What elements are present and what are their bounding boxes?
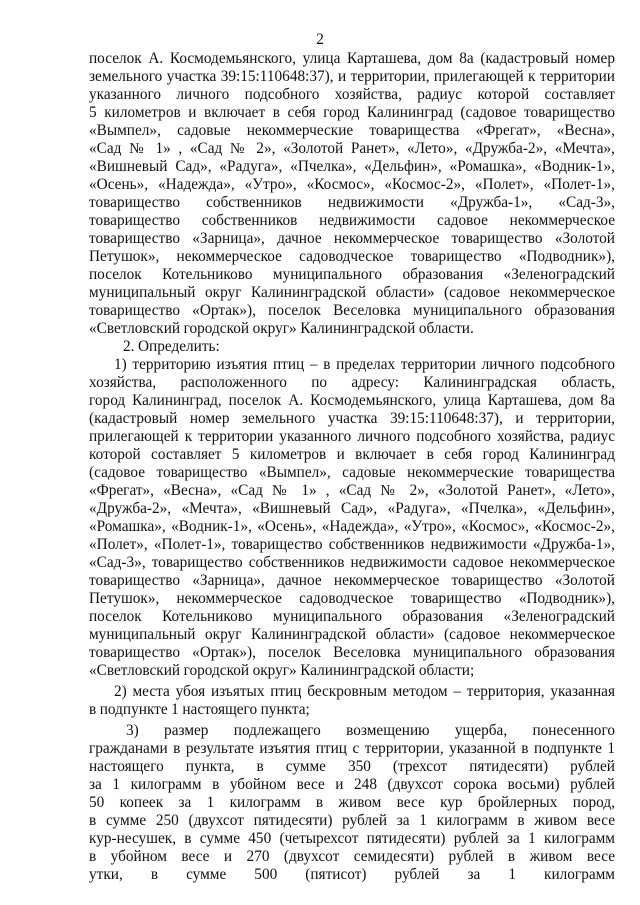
list-item-3 bbox=[89, 722, 615, 884]
text-line: (садовое товарищество «Вымпел», садовые некоммерческие товарищества bbox=[89, 464, 615, 481]
text-line: 2. Определить: bbox=[123, 338, 220, 355]
text-line: хозяйства, расположенного по адресу: Калининградская область, bbox=[89, 374, 615, 391]
text-line: которой составляет 5 километров и включает в себя город Калининград bbox=[89, 446, 615, 463]
paragraph-continuation bbox=[89, 50, 615, 338]
page-number: 2 bbox=[316, 31, 324, 48]
text-line: 50 копеек за 1 килограмм в живом весе кур бройлерных пород, bbox=[89, 794, 615, 811]
text-line: Петушок», некоммерческое садоводческое товарищество «Подводник»), bbox=[89, 248, 615, 265]
text-line: настоящего пункта, в сумме 350 (трехсот пятидесяти) рублей bbox=[89, 758, 615, 775]
text-line: товарищество «Ортак»), поселок Веселовка муниципального образования bbox=[89, 302, 615, 319]
text-line: «Сад № 1» , «Сад № 2», «Золотой Ранет», «Лето», «Дружба-2», «Мечта», bbox=[89, 140, 615, 157]
text-line: «Сад-3», товарищество собственников недвижимости садовое некоммерческое bbox=[89, 554, 615, 571]
text-line: утки, в сумме 500 (пятисот) рублей за 1 килограмм bbox=[89, 866, 615, 883]
text-line: в убойном весе и 270 (двухсот семидесяти) рублей в живом весе bbox=[89, 848, 615, 865]
text-line: 1) территорию изъятия птиц – в пределах территории личного подсобного bbox=[114, 356, 615, 373]
text-line: кур-несушек, в сумме 450 (четырехсот пятидесяти) рублей за 1 килограмм bbox=[89, 830, 615, 847]
text-line: «Вымпел», садовые некоммерческие товарищества «Фрегат», «Весна», bbox=[89, 122, 615, 139]
text-line: товарищество собственников недвижимости садовое некоммерческое bbox=[89, 212, 615, 229]
text-line: товарищество «Зарница», дачное некоммерческое товарищество «Золотой bbox=[89, 230, 615, 247]
text-line: «Вишневый Сад», «Радуга», «Пчелка», «Дельфин», «Ромашка», «Водник-1», bbox=[89, 158, 615, 175]
text-line: указанного личного подсобного хозяйства, радиус которой составляет bbox=[89, 86, 615, 103]
text-line: поселок Котельниково муниципального образования «Зеленоградский bbox=[89, 608, 615, 625]
text-line: «Светловский городской округ» Калининградской области. bbox=[89, 320, 474, 337]
document-body bbox=[89, 50, 615, 884]
text-line: поселок А. Космодемьянского, улица Карташева, дом 8а (кадастровый номер bbox=[89, 50, 615, 67]
text-line: за 1 килограмм в убойном весе и 248 (двухсот сорока восьми) рублей bbox=[89, 776, 615, 793]
text-line: поселок Котельниково муниципального образования «Зеленоградский bbox=[89, 266, 615, 283]
text-line: муниципальный округ Калининградской области» (садовое некоммерческое bbox=[89, 626, 615, 643]
text-line: земельного участка 39:15:110648:37), и территории, прилегающей к территории bbox=[89, 68, 615, 85]
text-line: в сумме 250 (двухсот пятидесяти) рублей за 1 килограмм в живом весе bbox=[89, 812, 615, 829]
text-line: товарищество «Зарница», дачное некоммерческое товарищество «Золотой bbox=[89, 572, 615, 589]
section-heading-2 bbox=[89, 338, 615, 356]
list-item-1 bbox=[89, 356, 615, 680]
text-line: 3) размер подлежащего возмещению ущерба, понесенного bbox=[126, 722, 615, 739]
text-line: Петушок», некоммерческое садоводческое товарищество «Подводник»), bbox=[89, 590, 615, 607]
text-line: муниципальный округ Калининградской области» (садовое некоммерческое bbox=[89, 284, 615, 301]
text-line: (кадастровый номер земельного участка 39:15:110648:37), и территории, bbox=[89, 410, 615, 427]
text-line: гражданами в результате изъятия птиц с территории, указанной в подпункте 1 bbox=[89, 740, 615, 757]
text-line: прилегающей к территории указанного личного подсобного хозяйства, радиус bbox=[89, 428, 615, 445]
text-line: 2) места убоя изъятых птиц бескровным методом – территория, указанная bbox=[114, 683, 615, 700]
text-line: 5 километров и включает в себя город Калининград (садовое товарищество bbox=[89, 104, 615, 121]
text-line: «Дружба-2», «Мечта», «Вишневый Сад», «Радуга», «Пчелка», «Дельфин», bbox=[89, 500, 615, 517]
text-line: «Светловский городской округ» Калининградской области; bbox=[89, 662, 475, 679]
text-line: город Калининград, поселок А. Космодемьянского, улица Карташева, дом 8а bbox=[89, 392, 615, 409]
text-line: «Фрегат», «Весна», «Сад № 1» , «Сад № 2», «Золотой Ранет», «Лето», bbox=[89, 482, 615, 499]
text-line: «Ромашка», «Водник-1», «Осень», «Надежда», «Утро», «Космос», «Космос-2», bbox=[89, 518, 615, 535]
list-item-2 bbox=[89, 683, 615, 719]
text-line: «Осень», «Надежда», «Утро», «Космос», «Космос-2», «Полет», «Полет-1», bbox=[89, 176, 615, 193]
text-line: товарищество собственников недвижимости «Дружба-1», «Сад-3», bbox=[89, 194, 615, 211]
text-line: «Полет», «Полет-1», товарищество собственников недвижимости «Дружба-1», bbox=[89, 536, 615, 553]
text-line: в подпункте 1 настоящего пункта; bbox=[89, 701, 310, 718]
text-line: товарищество «Ортак»), поселок Веселовка муниципального образования bbox=[89, 644, 615, 661]
